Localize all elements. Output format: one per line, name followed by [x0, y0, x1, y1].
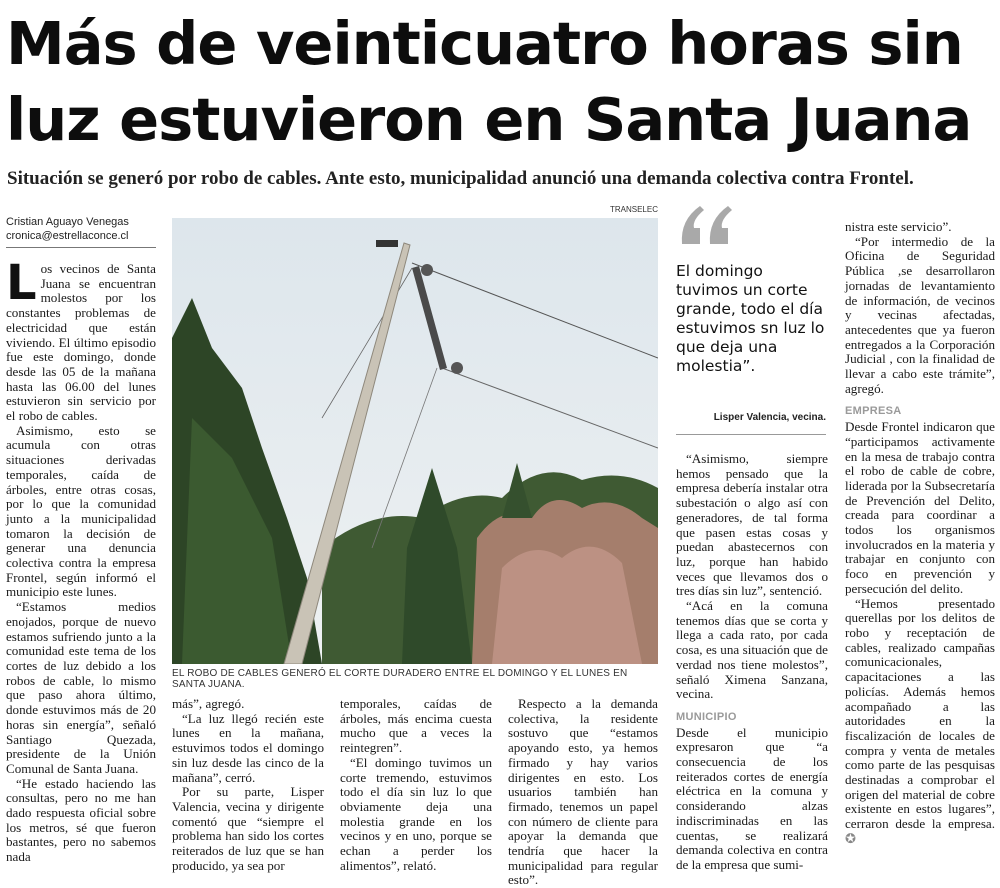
- article-paragraph: “La luz llegó recién este lunes en la mañana, estuvimos todos el domingo sin luz desde las cinco de la mañana”, cerró.: [172, 710, 324, 785]
- pull-quote-divider: [676, 434, 826, 435]
- article-paragraph: Respecto a la demanda colectiva, la residente sostuvo que “estamos apoyando esto, ya hemos firmado y hay varios dirigentes en esto. Los usuarios también han firmado, tenemos un papel con número de cliente para apoyar la demanda que tendría que hacer la municipalidad para regular esto”.: [508, 696, 658, 888]
- article-paragraph: “Acá en la comuna tenemos días que se corta y llega a cada rato, por cada cosa, es una situación que de verdad nos tiene molestos”, señaló Ximena Sanzana, vecina.: [676, 598, 828, 702]
- article-paragraph: “Por intermedio de la Oficina de Seguridad Pública ,se desarrollaron jornadas de levantamiento de información, de vecinos y vecinas afectadas, antecedentes que ya fueron entregados a la Corporación Judicial , con la finalidad de llevar a cabo este trámite”, agregó.: [845, 233, 995, 396]
- article-column-5: [676, 452, 828, 873]
- paragraph-text: “Hemos presentado querellas por los delitos de robo y receptación de cables, realizado campañas comunicacionales, capacitaciones a las policías. Además hemos acompañado a las autoridades en la fiscalización de locales de compra y venta de metales como parte de las pesquisas destinadas a comprobar el origen del material de cobre existente en estos lugares”, cerraron desde la empresa.: [845, 595, 995, 832]
- article-column-3: [340, 697, 492, 873]
- power-pole-photo: [172, 218, 658, 664]
- article-paragraph: “Asimismo, siempre hemos pensado que la empresa debería instalar otra subestación o algo así con generadores, de tal forma que pasen estas cosas y puedan abastecernos con luz, porque han habido veces que llevamos dos o tres días sin luz”, sentenció.: [676, 451, 828, 599]
- subheadline: Situación se generó por robo de cables. Ante esto, municipalidad anunció una demanda colectiva contra Frontel.: [7, 168, 914, 189]
- article-paragraph: Desde el municipio expresaron que “a consecuencia de los reiterados cortes de energía eléctrica en la comuna y considerando alzas indiscriminadas en las cuentas, se realizará demanda colectiva en contra de la empresa que sumi-: [676, 724, 828, 872]
- article-paragraph: Asimismo, esto se acumula con otras situaciones derivadas temporales, caída de árboles, entre otras cosas, por lo que la comunidad junto a la municipalidad tomaron la decisión de generar una denuncia colectiva contra la empresa Frontel, según informó el municipio este lunes.: [6, 422, 156, 600]
- drop-cap: L: [6, 255, 37, 311]
- section-heading-municipio: MUNICIPIO: [676, 710, 737, 723]
- photo-credit: TRANSELEC: [609, 205, 658, 214]
- article-paragraph: [6, 255, 156, 424]
- article-column-4: [508, 697, 658, 888]
- pull-quote: El domingo tuvimos un corte grande, todo el día estuvimos sn luz lo que deja una molestia”.: [676, 262, 825, 375]
- photo-caption: EL ROBO DE CABLES GENERÓ EL CORTE DURADERO ENTRE EL DOMINGO Y EL LUNES EN SANTA JUANA.: [172, 668, 628, 690]
- article-paragraph: temporales, caídas de árboles, más encima cuesta mucho que a veces la reintegren”.: [340, 696, 492, 756]
- article-column-6: [845, 220, 995, 848]
- byline-author: Cristian Aguayo Venegas: [6, 216, 129, 228]
- article-paragraph: más”, agregó.: [172, 696, 245, 711]
- article-column-2: [172, 697, 324, 873]
- article-paragraph: “Estamos medios enojados, porque de nuevo estamos sufriendo junto a la comunidad este tema de los cortes de luz debido a los robos de cable, lo mismo que paso ahora último, donde estuvimos más de 20 horas sin energía”, señaló Santiago Quezada, presidente de la Unión Comunal de Santa Juana.: [6, 599, 156, 776]
- article-paragraph: [845, 597, 995, 848]
- article-paragraph: “He estado haciendo las consultas, pero no me han dado respuesta oficial sobre los metros, sé que fueron bastantes, pero no sabemos nada: [6, 775, 156, 865]
- byline: [6, 215, 156, 243]
- end-mark-icon: ✪: [845, 831, 856, 847]
- paragraph-text: os vecinos de Santa Juana se encuentran molestos por los constantes problemas de electricidad que están viviendo. El último episodio fue este domingo, donde desde las 05 de la mañana hasta las 06.00 del lunes estuvieron sin servicio por el robo de cables.: [6, 261, 156, 424]
- headline: Más de veinticuatro horas sin luz estuvieron en Santa Juana: [6, 9, 972, 154]
- article-column-1: [6, 255, 156, 865]
- news-photo: [172, 218, 658, 664]
- quote-mark-icon: [678, 200, 738, 260]
- byline-email: cronica@estrellaconce.cl: [6, 230, 129, 242]
- article-paragraph: Por su parte, Lisper Valencia, vecina y dirigente comentó que “siempre el problema han sido los cortes reiterados de luz que se han producido, ya sea por: [172, 784, 324, 873]
- byline-divider: [6, 247, 156, 248]
- article-paragraph: nistra este servicio”.: [845, 219, 952, 234]
- article-paragraph: Desde Frontel indicaron que “participamos activamente en la mesa de trabajo contra el robo de cable de cobre, liderada por la Subsecretaría de Prevención del Delito, creada para coordinar a todos los organismos involucrados en la materia y trabajar en conjunto con foco en prevención y persecución del delito.: [845, 419, 995, 596]
- section-heading-empresa: EMPRESA: [845, 405, 902, 418]
- pull-quote-author: Lisper Valencia, vecina.: [713, 412, 826, 423]
- article-paragraph: “El domingo tuvimos un corte tremendo, estuvimos todo el día sin luz lo que obviamente deja una molestia grande en los vecinos y en uno, porque se echan a perder los alimentos”, relató.: [340, 754, 492, 873]
